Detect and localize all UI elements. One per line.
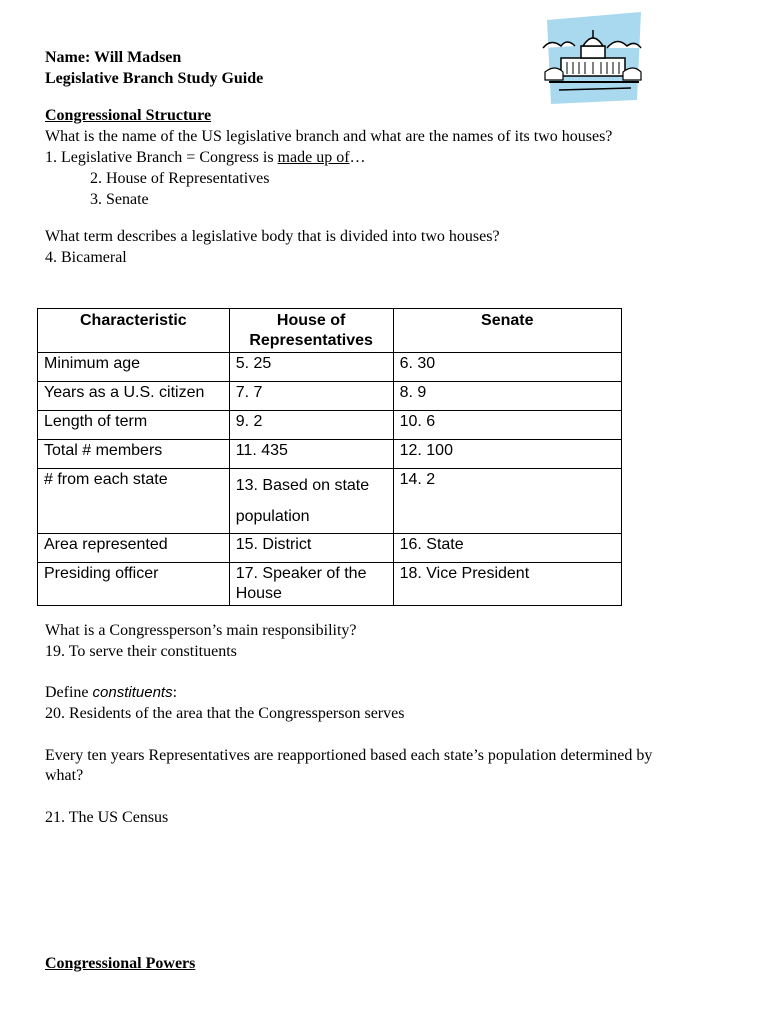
section-heading-structure: Congressional Structure [45,107,212,124]
table-row [38,440,622,469]
define-prompt [45,683,177,703]
answer-19: 19. To serve their constituents [45,643,237,660]
table-row [38,382,622,411]
answer-21: 21. The US Census [45,809,169,826]
question-4-line-1: Every ten years Representatives are reapportioned based each state’s population determined by [45,747,653,764]
table-row [38,353,622,382]
table-header-row [38,309,622,353]
table-cell: 11. 435 [229,440,393,469]
table-cell: 15. District [229,534,393,563]
question-1: What is the name of the US legislative branch and what are the names of its two houses? [45,128,613,145]
table-cell: 9. 2 [229,411,393,440]
student-name: Name: Will Madsen [45,49,182,66]
table-cell: Length of term [38,411,230,440]
header-characteristic: Characteristic [38,309,230,353]
table-cell: 8. 9 [393,382,621,411]
define-suffix: : [172,684,178,701]
table-cell: 13. Based on state population [229,469,393,534]
answer-1 [45,148,366,168]
table-cell: Area represented [38,534,230,563]
answer-20: 20. Residents of the area that the Congressperson serves [45,705,405,722]
answer-3: 3. Senate [90,191,149,208]
define-term: constituents [92,684,173,701]
header-senate: Senate [393,309,621,353]
question-3: What is a Congressperson’s main responsibility? [45,622,357,639]
table-cell: # from each state [38,469,230,534]
table-cell: 17. Speaker of the House [229,563,393,606]
question-4-line-2: what? [45,767,84,784]
table-cell: 6. 30 [393,353,621,382]
table-row [38,563,622,606]
table-cell: Years as a U.S. citizen [38,382,230,411]
question-2: What term describes a legislative body that is divided into two houses? [45,228,500,245]
table-cell: 5. 25 [229,353,393,382]
table-cell: Total # members [38,440,230,469]
answer-1-underlined: made up of [277,149,350,166]
answer-2: 2. House of Representatives [90,170,270,187]
table-cell: 18. Vice President [393,563,621,606]
section-heading-powers: Congressional Powers [45,955,196,972]
table-cell: Minimum age [38,353,230,382]
answer-1-prefix: 1. Legislative Branch = Congress is [45,149,278,166]
header-house: House of Representatives [229,309,393,353]
answer-1-suffix: … [349,149,366,166]
table-row [38,469,622,534]
table-cell: 7. 7 [229,382,393,411]
table-cell: 12. 100 [393,440,621,469]
comparison-table [37,308,622,606]
define-prefix: Define [45,684,93,701]
table-row [38,411,622,440]
table-cell: 16. State [393,534,621,563]
answer-4: 4. Bicameral [45,249,127,266]
table-cell: 10. 6 [393,411,621,440]
table-cell: 14. 2 [393,469,621,534]
table-cell: Presiding officer [38,563,230,606]
table-row [38,534,622,563]
page-title: Legislative Branch Study Guide [45,70,264,87]
capitol-building-icon [541,12,645,106]
